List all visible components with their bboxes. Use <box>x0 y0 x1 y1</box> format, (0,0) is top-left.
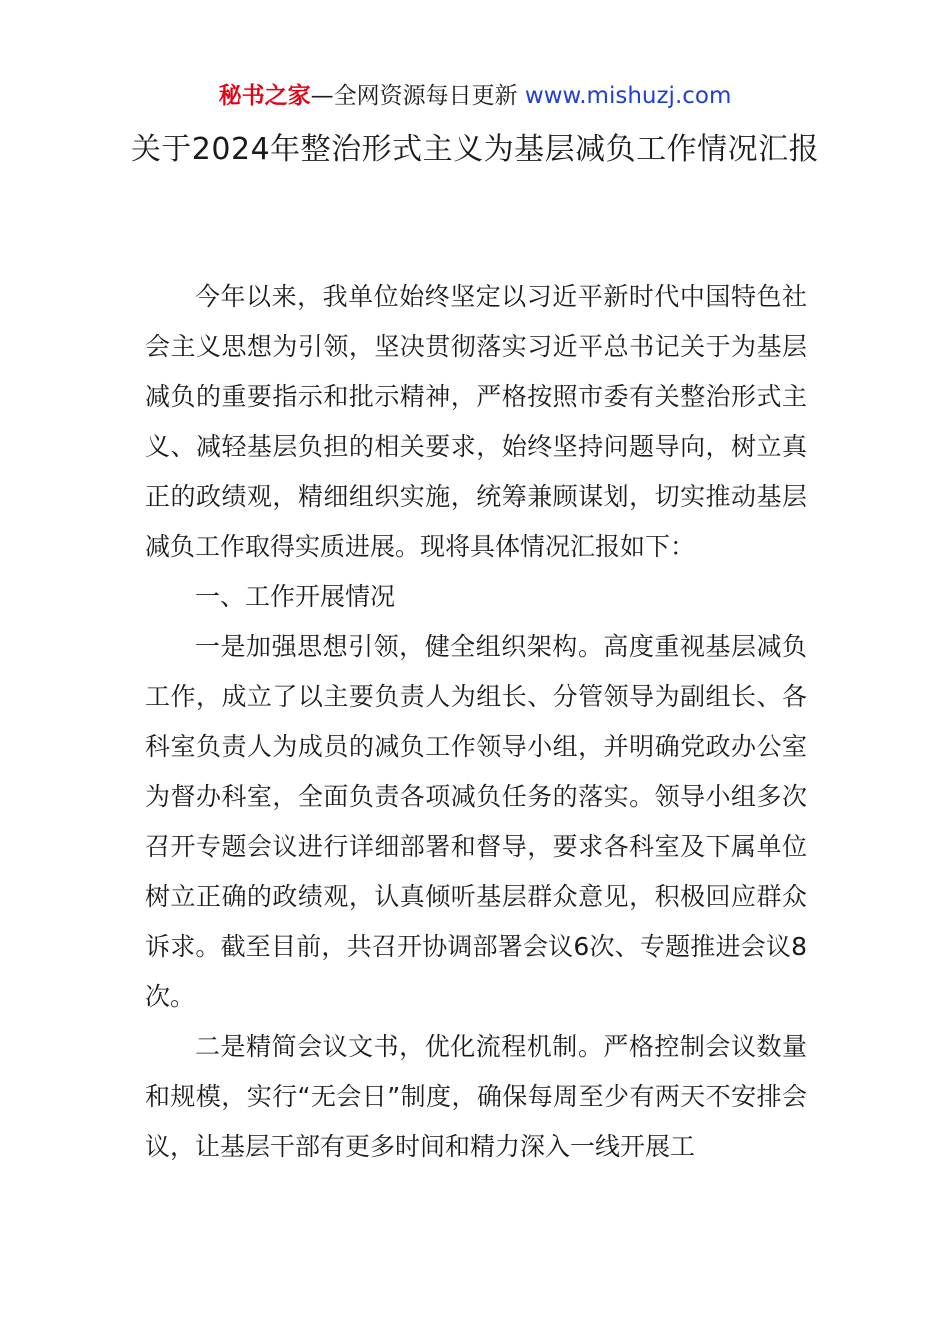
body-paragraph: 二是精简会议文书，优化流程机制。严格控制会议数量和规模，实行“无会日”制度，确保每周至少有两天不安排会议，让基层干部有更多时间和精力深入一线开展工 <box>145 1032 807 1161</box>
document-body <box>145 272 807 1172</box>
header-tagline: —全网资源每日更新 <box>310 83 518 109</box>
site-url-link[interactable]: www.mishuzj.com <box>524 83 732 109</box>
document-title: 关于2024年整治形式主义为基层减负工作情况汇报 <box>130 132 820 167</box>
section-heading: 一、工作开展情况 <box>195 582 396 611</box>
intro-paragraph: 今年以来，我单位始终坚定以习近平新时代中国特色社会主义思想为引领，坚决贯彻落实习近平总书记关于为基层减负的重要指示和批示精神，严格按照市委有关整治形式主义、减轻基层负担的相关要求，始终坚持问题导向，树立真正的政绩观，精细组织实施，统筹兼顾谋划，切实推动基层减负工作取得实质进展。现将具体情况汇报如下： <box>145 282 807 561</box>
brand-name: 秘书之家 <box>218 83 311 109</box>
body-paragraph: 一是加强思想引领，健全组织架构。高度重视基层减负工作，成立了以主要负责人为组长、分管领导为副组长、各科室负责人为成员的减负工作领导小组，并明确党政办公室为督办科室，全面负责各项减负任务的落实。领导小组多次召开专题会议进行详细部署和督导，要求各科室及下属单位树立正确的政绩观，认真倾听基层群众意见，积极回应群众诉求。截至目前，共召开协调部署会议6次、专题推进会议8次。 <box>145 632 807 1011</box>
site-header <box>0 80 950 112</box>
